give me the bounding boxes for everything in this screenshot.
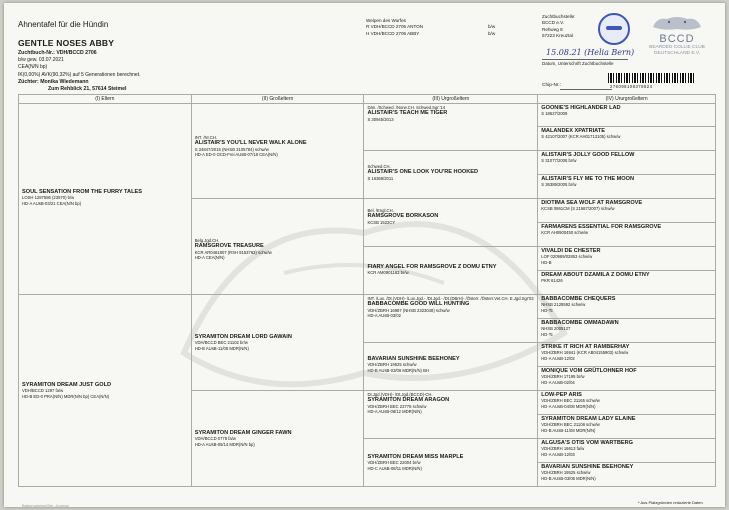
barcode-number: 276098108378824 bbox=[610, 84, 653, 89]
barcode-icon bbox=[608, 73, 696, 83]
grandparent-name: SYRAMITON DREAM GINGER FAWN bbox=[194, 430, 292, 436]
official-stamp-icon bbox=[598, 13, 630, 45]
signature-caption: Datum, Unterschrift Zuchtbuchstelle bbox=[542, 59, 628, 66]
office-street: Rehweg 8 bbox=[542, 26, 563, 32]
parent-name: SOUL SENSATION FROM THE FURRY TALES bbox=[22, 189, 142, 195]
great-grandparent-cell: Dän. /Schwed. /Norw.CH. Schwed.Sgr.'14 ALISTAIR'S TEACH ME TIGER S 30945/2013 bbox=[364, 104, 538, 151]
chip-field bbox=[560, 89, 612, 90]
logo-line-1: BEARDED COLLIE CLUB bbox=[649, 45, 705, 50]
gg-cell: DIOTIMA SEA WOLF AT RAMSGROVE KCSB 0861CM (S 21587/2007) schw/w bbox=[538, 199, 716, 223]
grandparent-name: ALISTAIR'S YOU'LL NEVER WALK ALONE bbox=[194, 140, 307, 147]
chip-label: Chip-Nr.: bbox=[542, 83, 561, 88]
litter-row-1: R VDH/BCCD 2705 ANTON bbox=[366, 24, 424, 30]
birth-info: b/w gew. 03.07.2021 bbox=[18, 57, 64, 64]
footnote: * Aus Platzgründen reduzierte Daten bbox=[638, 500, 703, 505]
litter-row-2-color: b/w bbox=[488, 30, 496, 36]
bearded-collie-icon bbox=[647, 13, 707, 33]
great-grandparent-cell: Dt.Jgd.(VDH)- /Dt.Jgd.(BCCD)-CH. SYRAMITON DREAM ARAGON VDH/ZBRH BEC 23778 schw/w HD-A AUsB-08/12 MDR(N/N) bbox=[364, 391, 538, 439]
gg-cell: LOW-PEP ARIS VDH/ZBRH BEC 21165 schw/w HD-A AUsB-04/08 MDR(N/N) bbox=[538, 391, 716, 415]
gg-cell: ALISTAIR'S FLY ME TO THE MOON S 36389/2005 br/w bbox=[538, 175, 716, 199]
litter-row-1-color: b/w bbox=[488, 24, 496, 30]
health-info: CEA(N/N bp) bbox=[18, 64, 48, 71]
studbook-number: Zuchtbuch-Nr.: VDH/BCCD 2706 bbox=[18, 50, 97, 56]
litter-row-2: H VDH/BCCD 2706 ABBY bbox=[366, 30, 420, 36]
great-grandparent-cell: Schwed.CH. ALISTAIR'S ONE LOOK YOU'RE HOOKED S 16368/2011 bbox=[364, 151, 538, 199]
column-header: (I) Eltern bbox=[19, 95, 192, 104]
great-grandparent-cell: Bel. /Engl.CH. RAMSGROVE BORKASON KCSB 1522CY bbox=[364, 199, 538, 247]
gg-cell: MONIQUE VOM GRÜTLOHNER HOF VDH/ZBRH 17195 br/w HD-A AUsB-02/04 bbox=[538, 367, 716, 391]
gg-cell: BABBACOMBE CHEQUERS NHSB 2128592 schw/w HD-Tc bbox=[538, 295, 716, 319]
logo-line-2: DEUTSCHLAND E.V. bbox=[654, 51, 700, 56]
parent-name: SYRAMITON DREAM JUST GOLD bbox=[22, 382, 112, 388]
great-grandparent-cell: FIARY ANGEL FOR RAMSGROVE Z DOMU ETNY KCR AM0901163 br/w bbox=[364, 247, 538, 295]
litter-box bbox=[366, 18, 496, 37]
grandparent-cell: SYRAMITON DREAM GINGER FAWN VDH/BCCD 0778 fa/w HD-A AUsB-05/14 MDR(N/N bp) bbox=[191, 391, 364, 487]
grandparent-cell: INT. /NI.CH. ALISTAIR'S YOU'LL NEVER WALK ALONE S 34847/2015 (NHSB 3105784) schw/w HD-A ED-0 OCD-Frei AUsB-07/18 CEA(N/N) bbox=[191, 104, 364, 199]
litter-label: Welpen des Wurfes bbox=[366, 18, 406, 23]
breeder-address: Zum Rehblick 21, 57614 Steimel bbox=[48, 86, 127, 93]
gg-cell: FARMARENS ESSENTIAL FOR RAMSGROVE KCR AH0900450 schw/w bbox=[538, 223, 716, 247]
grandparent-name: RAMSGROVE TREASURE bbox=[194, 243, 264, 250]
gg-cell: VIVALDI DE CHESTER LOF 020989/02853 schw/w HD-B bbox=[538, 247, 716, 271]
column-header: (IV) Ururgroßeltern bbox=[538, 95, 716, 104]
dog-details bbox=[18, 50, 140, 93]
office-name: BCCD e.V. bbox=[542, 20, 565, 26]
footer-left: Bahnnummer/Ser. Journal bbox=[22, 503, 69, 508]
parent-cell-sire: SOUL SENSATION FROM THE FURRY TALES LOSH 1287586 (23570) b/w HD-A AUsB-03/21 CEA(N/N bp) bbox=[19, 104, 192, 295]
gg-cell: GOONIE'S HIGHLANDER LAD S 18627/2009 bbox=[538, 104, 716, 127]
gg-cell: SYRAMITON DREAM LADY ELAINE VDH/ZBRH BEC 21108 schw/w HD-B AUsB-11/08 MDR(N/N) bbox=[538, 415, 716, 439]
grandparent-cell: Belg.Jgd.CH. RAMSGROVE TREASURE KCR AR0461807 (RSH 9153763) schw/w HD-A CEA(N/N) bbox=[191, 199, 364, 295]
great-grandparent-cell: BAVARIAN SUNSHINE BEEHONEY VDH/ZBRH 19525 schw/w HD-B AUsB-03/06 MDR(N/N) BH bbox=[364, 343, 538, 391]
column-header: (II) Großeltern bbox=[191, 95, 364, 104]
document-title: Ahnentafel für die Hündin bbox=[18, 20, 109, 29]
pedigree-table bbox=[18, 94, 716, 487]
dog-name: GENTLE NOSES ABBY bbox=[18, 38, 115, 48]
gg-cell: BAVARIAN SUNSHINE BEEHONEY VDH/ZBRH 19525 schw/w HD-B AUsB-03/06 MDR(N/N) bbox=[538, 463, 716, 487]
office-label: Zuchtbuchstelle: bbox=[542, 14, 576, 19]
parent-cell-dam: SYRAMITON DREAM JUST GOLD VDH/BCCD 1297 fa/w HD-B ED-0 PRA(N/N) MDR(N/N bp) CEA(N/N) bbox=[19, 295, 192, 487]
logo-text: BCCD bbox=[659, 33, 695, 45]
gg-cell: STRIKE IT RICH AT RAMBERHAY VDH/ZBRH 16941 (KCR AB04155903) schw/w HD-A AUsB-12/02 bbox=[538, 343, 716, 367]
gg-cell: DREAM ABOUT DZAMILA Z DOMU ETNY PKR 61426 bbox=[538, 271, 716, 295]
gg-cell: ALISTAIR'S JOLLY GOOD FELLOW S 31077/2008 br/w bbox=[538, 151, 716, 175]
great-grandparent-cell: INT. /Lux. /Dt.(VDH)- /Lux.Jgd.- /Dt.Jgd.- /Dt.(DBrH)- /Österr. /Österr.Vet.CH. E.Jgd.Sgr'02 BABBACOMBE GOOD WILL HUNTING VDH/ZBRH 16987 (NHSB 2323048) schw/w HD-A AUsB-03/02 bbox=[364, 295, 538, 343]
gg-cell: MALANDEX XPATRIATE S 42107/2007 (KCR AH01713105) schw/w bbox=[538, 127, 716, 151]
grandparent-cell: SYRAMITON DREAM LORD GAWAIN VDH/BCCD BEC 21102 br/w HD-B AUsB-11/08 MDR(N/N) bbox=[191, 295, 364, 391]
studbook-office bbox=[542, 14, 575, 40]
breeder-name: Züchter: Monika Wiedemann bbox=[18, 78, 89, 85]
column-header: (III) Urgroßeltern bbox=[364, 95, 538, 104]
signature: 15.08.21 (Helia Bern) bbox=[546, 48, 635, 57]
grandparent-name: SYRAMITON DREAM LORD GAWAIN bbox=[194, 334, 292, 340]
club-logo bbox=[640, 13, 714, 69]
gg-cell: ALGUSA'S OTIS VOM WARTBERG VDH/ZBRH 16613 fa/w HD-A AUsB-12/03 bbox=[538, 439, 716, 463]
pedigree-document bbox=[4, 3, 725, 507]
gg-cell: BABBACOMBE OMMADAWN NHSB 2005127 HD-Tc bbox=[538, 319, 716, 343]
office-city: 57223 Kreuztal bbox=[542, 33, 573, 39]
great-grandparent-cell: SYRAMITON DREAM MISS MARPLE VDH/ZBRH BEC 22004 br/w HD-C AUsB-08/11 MDR(N/N) bbox=[364, 439, 538, 487]
inbreeding-info: IK(0,00%) AVK(90,32%) auf 5 Generationen berechnet. bbox=[18, 71, 141, 78]
